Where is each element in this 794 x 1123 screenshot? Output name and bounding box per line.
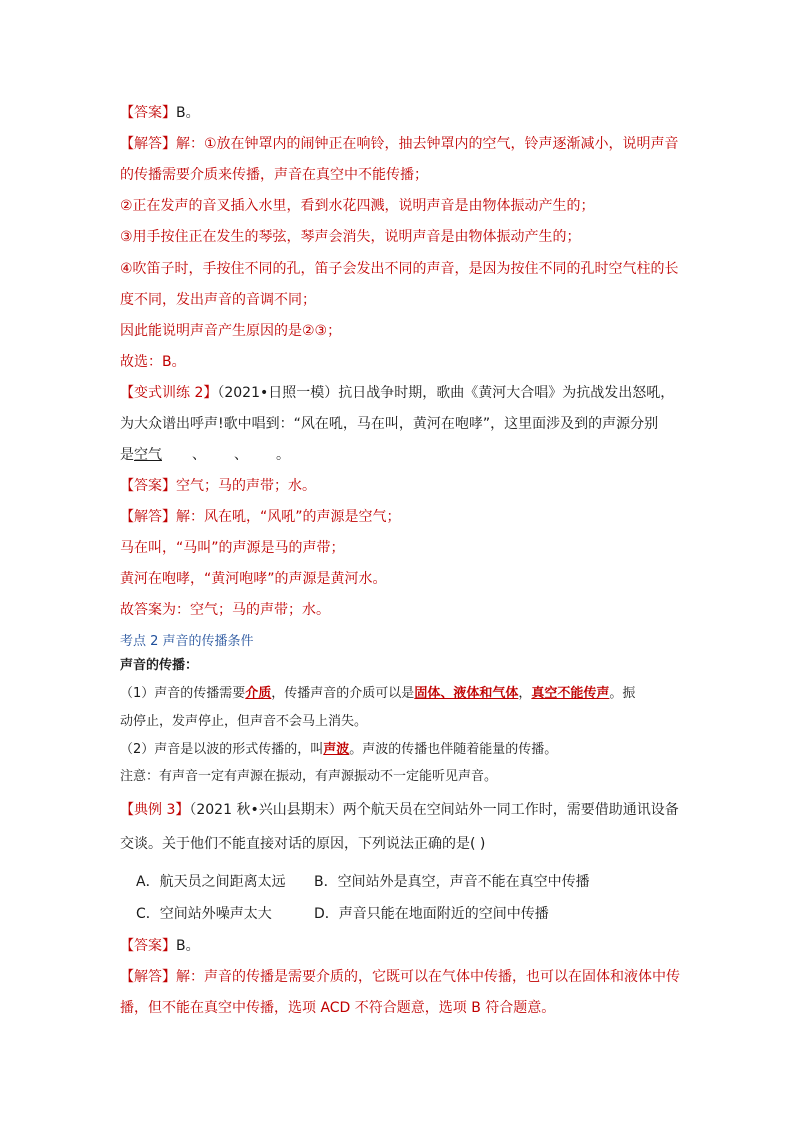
analysis-tag: 【解答】 [120,509,176,525]
highlight-vacuum: 真空不能传声 [531,686,610,701]
analysis-text: 解：①放在钟罩内的闹钟正在响铃，抽去钟罩内的空气，铃声逐渐减小，说明声音 [176,136,679,152]
answer-value: B。 [176,105,200,121]
answer-value: 空气；马的声带；水。 [176,478,316,494]
analysis-line-4: ③用手按住正在发生的琴弦，琴声会消失，说明声音是由物体振动产生的； [120,229,581,245]
text: （2）声音是以波的形式传播的，叫 [120,742,324,757]
note: 注意：有声音一定有声源在振动，有声源振动不一定能听见声音。 [120,769,498,784]
analysis-text: 解：声音的传播是需要介质的，它既可以在气体中传播，也可以在固体和液体中传 [176,969,680,985]
option-b: B．空间站外是真空，声音不能在真空中传播 [314,874,590,890]
highlight-sound-wave: 声波 [323,742,350,757]
answer-tag: 【答案】 [120,478,176,494]
question-line-s4-2: 交谈。关于他们不能直接对话的原因，下列说法正确的是( ) [120,836,486,852]
answer-line-1 [120,103,680,123]
separator: 、 [192,447,206,463]
analysis-line-s4-2: 播，但不能在真空中传播，选项 ACD 不符合题意，选项 B 符合题意。 [120,1000,556,1016]
answer-tag: 【答案】 [120,938,176,954]
question-text: （2021•日照一模）抗日战争时期，歌曲《黄河大合唱》为抗战发出怒吼， [217,385,675,401]
analysis-line-s2-4: 故答案为：空气；马的声带；水。 [120,602,330,618]
analysis-line-s2-1 [120,507,680,527]
analysis-line-s4-1 [120,967,680,987]
knowledge-point-1 [120,684,680,704]
text: ， [518,686,532,701]
option-a: A．航天员之间距离太远 [136,874,286,890]
analysis-line-7: 因此能说明声音产生原因的是②③； [120,323,342,339]
text: 。声波的传播也伴随着能量的传播。 [349,742,558,757]
analysis-line-2: 的传播需要介质来传播，声音在真空中不能传播； [120,167,428,183]
analysis-tag: 【解答】 [120,969,176,985]
answer-blank-1: 空气 [134,447,162,463]
answer-line-s4 [120,936,680,956]
text: ，传播声音的介质可以是 [271,686,415,701]
analysis-line-1 [120,134,680,154]
question-line-s4-1 [120,800,680,820]
answer-line-2 [120,476,680,496]
question-line-2: 为大众谱出呼声!歌中唱到：“风在吼，马在叫，黄河在咆哮”，这里面涉及到的声源分别 [120,416,659,432]
analysis-line-5: ④吹笛子时，手按住不同的孔，笛子会发出不同的声音，是因为按住不同的孔时空气柱的长 [120,261,679,277]
knowledge-point-2 [120,740,680,760]
question-text-end: 。 [276,447,290,463]
highlight-states: 固体、液体和气体 [414,686,519,701]
option-c: C．空间站外噪声太大 [136,906,272,922]
question-line-1 [120,383,680,403]
option-d: D．声音只能在地面附近的空间中传播 [314,906,549,922]
answer-value: B。 [176,938,200,954]
question-tag: 【典例 3】 [120,802,190,818]
section-subheading: 声音的传播： [120,658,199,673]
text: （1）声音的传播需要 [120,686,246,701]
text: 。振 [609,686,636,701]
answer-tag: 【答案】 [120,105,176,121]
highlight-medium: 介质 [245,686,272,701]
analysis-line-s2-2: 马在叫，“马叫”的声源是马的声带； [120,540,345,556]
question-line-3 [120,445,680,465]
knowledge-point-1-cont: 动停止，发声停止，但声音不会马上消失。 [120,714,368,729]
question-tag: 【变式训练 2】 [120,385,218,401]
separator: 、 [234,447,248,463]
question-text: （2021 秋•兴山县期末）两个航天员在空间站外一同工作时，需要借助通讯设备 [189,802,679,818]
question-text-pre: 是 [120,447,134,463]
analysis-tag: 【解答】 [120,136,176,152]
section-heading: 考点 2 声音的传播条件 [120,634,254,649]
analysis-line-3: ②正在发声的音叉插入水里，看到水花四溅，说明声音是由物体振动产生的； [120,198,595,214]
analysis-line-6: 度不同，发出声音的音调不同； [120,292,316,308]
analysis-line-s2-3: 黄河在咆哮，“黄河咆哮”的声源是黄河水。 [120,571,387,587]
analysis-line-8: 故选：B。 [120,354,186,370]
analysis-text: 解：风在吼，“风吼”的声源是空气； [176,509,401,525]
